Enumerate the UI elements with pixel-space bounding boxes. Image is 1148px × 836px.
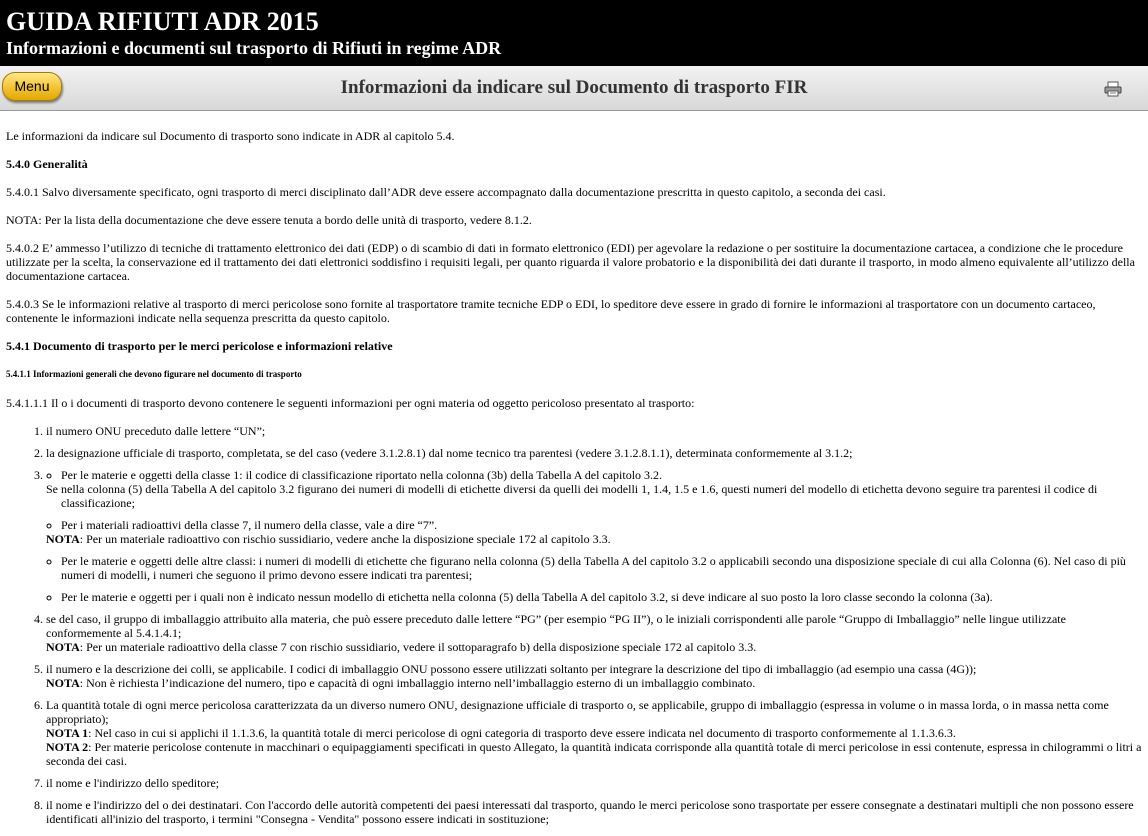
paragraph-5402: 5.4.0.2 E’ ammesso l’utilizzo di tecniche di trattamento elettronico dei dati (EDP) o di scambio di dati in formato elettronico (EDI) per agevolare la redazione o per sostituire la documentazione cartacea, a condizione che le procedure utilizzate per la scelta, la conservazione ed il trattamento dei dati elettronici soddisfino i requisiti legali, per quanto riguarda il valore probatorio e la disponibilità dei dati durante il trasporto, in modo almeno equivalente all’utilizzo della documentazione cartacea.	[6, 241, 1135, 283]
intro-text: Le informazioni da indicare sul Documento di trasporto sono indicate in ADR al capitolo 5.4.	[6, 129, 455, 143]
list-item: 6. La quantità totale di ogni merce pericolosa caratterizzata da un diverso numero ONU, designazione ufficiale di trasporto o, se applicabile, gruppo di imballaggio (espressa in volume o in massa lorda, o in massa netta come appropriato); NOTA 1: Nel caso in cui si applichi il 1.1.3.6, la quantità totale di merci pericolose di ogni categoria di trasporto deve essere indicata nel documento di trasporto conformemente al 1.1.3.6.3. NOTA 2: Per materie pericolose contenute in macchinari o equipaggiamenti specificati in questo Allegato, la quantità indicata corrisponde alla quantità totale di merci pericolose in essi contenute, espressa in chilogrammi o litri a seconda dei casi.	[46, 698, 1142, 768]
sub-list	[46, 468, 1142, 604]
sub-list-item: ◦ Per le materie e oggetti per i quali non è indicato nessun modello di etichetta nella colonna (5) della Tabella A del capitolo 3.2, si deve indicare al suo posto la loro classe secondo la colonna (3a).	[61, 590, 1142, 604]
page-title: Informazioni da indicare sul Documento di trasporto FIR	[340, 77, 808, 98]
site-title: GUIDA RIFIUTI ADR 2015	[6, 7, 319, 36]
paragraph-5403: 5.4.0.3 Se le informazioni relative al trasporto di merci pericolose sono fornite al trasportatore tramite tecniche EDP o EDI, lo speditore deve essere in grado di fornire le informazioni al trasportatore con un documento cartaceo, contenente le informazioni indicate nella sequenza prescritta da questo capitolo.	[6, 297, 1096, 325]
list-item: 7. il nome e l'indirizzo dello speditore;	[46, 776, 1142, 790]
list-item: 4. se del caso, il gruppo di imballaggio attribuito alla materia, che può essere preceduto dalle lettere “PG” (per esempio “PG II”), o le iniziali corrispondenti alle parole “Gruppo di Imballaggio” nelle lingue utilizzate conformemente al 5.4.1.4.1; NOTA: Per un materiale radioattivo della classe 7 con rischio sussidiario, vedere il sottoparagrafo b) della disposizione speciale 172 al capitolo 3.3.	[46, 612, 1142, 654]
section-heading-541: 5.4.1 Documento di trasporto per le merci pericolose e informazioni relative	[6, 339, 393, 353]
section-heading-540: 5.4.0 Generalità	[6, 157, 88, 171]
list-item: 5. il numero e la descrizione dei colli, se applicabile. I codici di imballaggio ONU possono essere utilizzati soltanto per integrare la descrizione del tipo di imballaggio (ad esempio una cassa (4G)); NOTA: Non è richiesta l’indicazione del numero, tipo e capacità di ogni imballaggio interno nell’imballaggio esterno di un imballaggio combinato.	[46, 662, 1142, 690]
sub-list-item: ◦ Per le materie e oggetti delle altre classi: i numeri di modelli di etichette che figurano nella colonna (5) della Tabella A del capitolo 3.2 o applicabili secondo una disposizione speciale di cui alla Colonna (6). Nel caso di più numeri di modelli, i numeri che seguono il primo devono essere indicati tra parentesi;	[61, 554, 1142, 582]
site-header	[0, 0, 1148, 66]
list-item	[46, 468, 1142, 604]
list-item: 2. la designazione ufficiale di trasporto, completata, se del caso (vedere 3.1.2.8.1) dal nome tecnico tra parentesi (vedere 3.1.2.8.1.1), determinata conformemente al 3.1.2;	[46, 446, 1142, 460]
list-item: 8. il nome e l'indirizzo del o dei destinatari. Con l'accordo delle autorità competenti dei paesi interessati dal trasporto, quando le merci pericolose sono trasportate per essere consegnate a destinatari multipli che non possono essere identificati all'inizio del trasporto, i termini "Consegna - Vendita" possono essere indicati in sostituzione;	[46, 798, 1142, 826]
document-content	[0, 111, 1148, 826]
information-list	[6, 424, 1142, 826]
list-item: 1. il numero ONU preceduto dalle lettere “UN”;	[46, 424, 1142, 438]
paragraph-54111: 5.4.1.1.1 Il o i documenti di trasporto devono contenere le seguenti informazioni per ogni materia od oggetto pericoloso presentato al trasporto:	[6, 396, 695, 410]
section-heading-5411: 5.4.1.1 Informazioni generali che devono figurare nel documento di trasporto	[6, 369, 302, 379]
menu-button[interactable]: Menu	[2, 72, 62, 101]
toolbar	[0, 66, 1148, 111]
printer-icon[interactable]	[1104, 81, 1122, 97]
site-subtitle: Informazioni e documenti sul trasporto di Rifiuti in regime ADR	[6, 38, 502, 58]
sub-list-item: ◦ 3. Per le materie e oggetti della classe 1: il codice di classificazione riportato nella colonna (3b) della Tabella A del capitolo 3.2. Se nella colonna (5) della Tabella A del capitolo 3.2 figurano dei numeri di modelli di etichette diversi da quelli dei modelli 1, 1.4, 1.5 e 1.6, questi numeri del modello di etichetta devono seguire tra parentesi il codice di classificazione;	[61, 468, 1142, 510]
sub-list-item: ◦ Per i materiali radioattivi della classe 7, il numero della classe, vale a dire “7”. NOTA: Per un materiale radioattivo con rischio sussidiario, vedere anche la disposizione speciale 172 al capitolo 3.3.	[61, 518, 1142, 546]
paragraph-nota: NOTA: Per la lista della documentazione che deve essere tenuta a bordo delle unità di trasporto, vedere 8.1.2.	[6, 213, 532, 227]
paragraph-5401: 5.4.0.1 Salvo diversamente specificato, ogni trasporto di merci disciplinato dall’ADR deve essere accompagnato dalla documentazione prescritta in questo capitolo, a seconda dei casi.	[6, 185, 886, 199]
